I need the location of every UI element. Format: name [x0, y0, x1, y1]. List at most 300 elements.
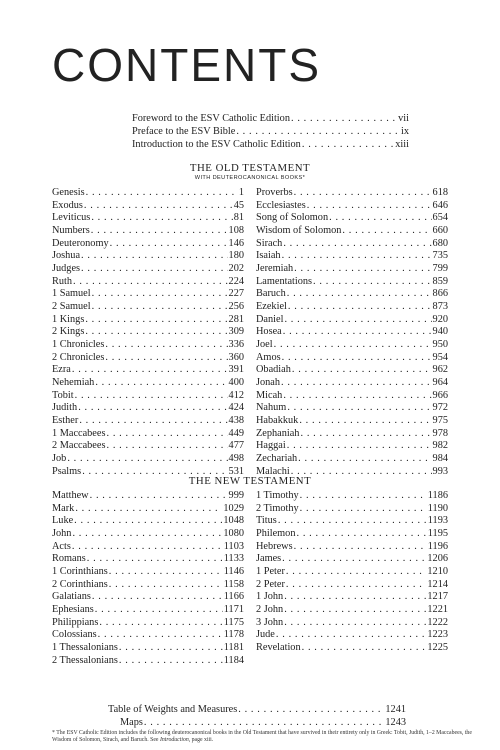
entry-title: Nehemiah [52, 377, 95, 389]
entry-page: 400 [228, 377, 244, 389]
dot-leader [84, 200, 233, 213]
toc-entry [52, 377, 244, 390]
toc-entry [52, 515, 244, 528]
toc-entry [256, 225, 448, 238]
entry-page: 1171 [223, 604, 244, 616]
entry-title: 1 Samuel [52, 288, 91, 300]
entry-page: 412 [228, 389, 244, 401]
dot-leader [287, 288, 432, 301]
toc-entry [256, 629, 448, 642]
entry-page: 1196 [427, 540, 448, 552]
entry-title: 1 Peter [256, 566, 285, 578]
toc-entry [52, 301, 244, 314]
entry-page: 972 [432, 402, 448, 414]
dot-leader [75, 503, 222, 516]
toc-entry [108, 703, 406, 716]
entry-title: Psalms [52, 465, 82, 477]
entry-page: 531 [228, 465, 244, 477]
entry-page: 660 [432, 225, 448, 237]
entry-page: 859 [432, 275, 448, 287]
toc-entry [256, 352, 448, 365]
entry-title: 2 Thessalonians [52, 654, 118, 666]
dot-leader [283, 238, 431, 251]
dot-leader [292, 364, 432, 377]
entry-title: 2 John [256, 604, 284, 616]
entry-title: Micah [256, 389, 283, 401]
entry-title: 1 Maccabees [52, 427, 106, 439]
toc-entry [256, 579, 448, 592]
entry-title: Joshua [52, 250, 81, 262]
entry-page: 618 [432, 187, 448, 198]
entry-page: 1158 [223, 578, 244, 590]
entry-title: Ruth [52, 275, 73, 287]
dot-leader [287, 440, 432, 453]
toc-entry [52, 402, 244, 415]
dot-leader [79, 415, 227, 428]
entry-title: 1 Kings [52, 313, 85, 325]
dot-leader [73, 276, 228, 289]
old-testament-heading: THE OLD TESTAMENT [189, 162, 311, 174]
dot-leader [294, 187, 432, 200]
toc-entry [256, 541, 448, 554]
toc-entry [256, 288, 448, 301]
toc-entry [132, 125, 409, 138]
toc-entry [52, 390, 244, 403]
dot-leader [92, 288, 228, 301]
entry-title: 1 Timothy [256, 490, 299, 501]
dot-leader [92, 591, 223, 604]
toc-entry [52, 364, 244, 377]
entry-page: 1 [238, 187, 244, 198]
dot-leader [300, 490, 427, 503]
entry-title: Foreword to the ESV Catholic Edition [132, 113, 290, 124]
dot-leader [81, 250, 228, 263]
dot-leader [144, 716, 385, 729]
entry-title: Colossians [52, 629, 97, 641]
entry-title: Sirach [256, 237, 283, 249]
entry-title: 1 Thessalonians [52, 642, 118, 654]
toc-entry [256, 604, 448, 617]
entry-page: 1221 [427, 604, 448, 616]
entry-page: 1133 [223, 553, 244, 565]
toc-entry [256, 515, 448, 528]
dot-leader [75, 390, 228, 403]
entry-page: 1166 [223, 591, 244, 603]
entry-title: 2 Corinthians [52, 578, 108, 590]
dot-leader [282, 352, 432, 365]
entry-page: 1181 [223, 642, 244, 654]
entry-title: 2 Chronicles [52, 351, 105, 363]
entry-page: 1214 [427, 578, 448, 590]
dot-leader [313, 276, 432, 289]
dot-leader [72, 541, 223, 554]
entry-page: 984 [432, 453, 448, 465]
toc-entry [52, 225, 244, 238]
entry-title: Esther [52, 415, 79, 427]
entry-page: 1222 [427, 616, 448, 628]
entry-page: 799 [432, 263, 448, 275]
dot-leader [278, 515, 427, 528]
dot-leader [302, 138, 394, 151]
toc-entry [52, 642, 244, 655]
entry-title: Luke [52, 515, 74, 527]
entry-page: 146 [228, 237, 244, 249]
entry-page: 999 [228, 490, 244, 501]
dot-leader [299, 415, 431, 428]
entry-page: 224 [228, 275, 244, 287]
entry-title: Zechariah [256, 453, 298, 465]
entry-page: 81 [233, 212, 244, 224]
entry-title: Zephaniah [256, 427, 300, 439]
toc-entry [256, 428, 448, 441]
entry-title: 2 Peter [256, 578, 285, 590]
toc-entry [108, 716, 406, 729]
toc-entry [52, 629, 244, 642]
entry-title: Hosea [256, 326, 282, 338]
toc-entry [256, 250, 448, 263]
entry-page: 1029 [223, 502, 244, 514]
dot-leader [106, 428, 227, 441]
entry-page: 1217 [427, 591, 448, 603]
entry-title: Hebrews [256, 540, 293, 552]
toc-entry [256, 415, 448, 428]
entry-page: 1243 [385, 717, 406, 728]
entry-page: 978 [432, 427, 448, 439]
dot-leader [105, 339, 227, 352]
toc-entry [256, 402, 448, 415]
toc-entry [52, 339, 244, 352]
entry-title: Ephesians [52, 604, 94, 616]
entry-page: 1146 [223, 566, 244, 578]
entry-title: Leviticus [52, 212, 91, 224]
entry-page: 1195 [427, 528, 448, 540]
toc-entry [256, 238, 448, 251]
toc-entry [52, 591, 244, 604]
entry-title: Maps [120, 717, 143, 728]
entry-title: Philemon [256, 528, 296, 540]
front-matter-list [132, 112, 409, 151]
entry-title: 2 Samuel [52, 301, 91, 313]
entry-title: Romans [52, 553, 86, 565]
footnote-text: * The ESV Catholic Edition includes the following deuterocanonical books in the Old Testament that have survived in their entirety only in Greek: Tobit, Judith, 1–2 Maccabees, the Wisdom of Solomon, Sirach, and Baruch. See [52, 730, 472, 744]
entry-title: Isaiah [256, 250, 281, 262]
entry-page: 498 [228, 453, 244, 465]
toc-entry [52, 428, 244, 441]
entry-page: ix [400, 126, 409, 137]
old-testament-right-column [256, 187, 448, 478]
dot-leader [284, 314, 431, 327]
toc-entry [52, 604, 244, 617]
dot-leader [284, 617, 426, 630]
toc-entry [52, 541, 244, 554]
entry-title: Ecclesiastes [256, 199, 306, 211]
entry-title: Jude [256, 629, 275, 641]
dot-leader [300, 428, 431, 441]
entry-title: 1 John [256, 591, 284, 603]
toc-entry [52, 415, 244, 428]
dot-leader [286, 579, 427, 592]
entry-title: Nahum [256, 402, 287, 414]
entry-title: Song of Solomon [256, 212, 329, 224]
toc-entry [256, 326, 448, 339]
toc-entry [52, 655, 244, 668]
dot-leader [302, 642, 427, 655]
dot-leader [99, 617, 222, 630]
entry-title: 2 Kings [52, 326, 85, 338]
entry-page: 424 [228, 402, 244, 414]
toc-entry [256, 276, 448, 289]
toc-entry [256, 503, 448, 516]
entry-page: 1048 [223, 515, 244, 527]
new-testament-heading: THE NEW TESTAMENT [188, 475, 312, 487]
toc-entry [256, 187, 448, 200]
entry-page: 954 [432, 351, 448, 363]
entry-page: 735 [432, 250, 448, 262]
dot-leader [86, 187, 238, 200]
dot-leader [106, 440, 227, 453]
entry-page: 920 [432, 313, 448, 325]
entry-page: 873 [432, 301, 448, 313]
toc-entry [256, 377, 448, 390]
toc-entry [52, 566, 244, 579]
dot-leader [276, 629, 427, 642]
entry-page: 360 [228, 351, 244, 363]
entry-title: Job [52, 453, 67, 465]
dot-leader [274, 339, 432, 352]
toc-entry [52, 200, 244, 213]
toc-entry [256, 528, 448, 541]
toc-entry [52, 503, 244, 516]
entry-title: Table of Weights and Measures [108, 704, 238, 715]
dot-leader [287, 402, 431, 415]
entry-title: Philippians [52, 616, 99, 628]
dot-leader [281, 377, 432, 390]
entry-title: Revelation [256, 642, 301, 654]
back-matter-list [108, 703, 406, 729]
entry-page: 966 [432, 389, 448, 401]
entry-title: Judith [52, 402, 78, 414]
footnote-emphasis: Introduction [159, 737, 189, 744]
toc-entry [52, 528, 244, 541]
toc-entry [52, 617, 244, 630]
entry-page: 477 [228, 440, 244, 452]
entry-page: 202 [228, 263, 244, 275]
entry-page: 975 [432, 415, 448, 427]
entry-page: 1186 [427, 490, 448, 501]
entry-title: Jeremiah [256, 263, 294, 275]
entry-page: 180 [228, 250, 244, 262]
entry-title: Ezra [52, 364, 71, 376]
entry-page: 391 [228, 364, 244, 376]
entry-page: 256 [228, 301, 244, 313]
entry-title: 1 Corinthians [52, 566, 108, 578]
entry-page: 993 [432, 465, 448, 477]
entry-title: Ezekiel [256, 301, 287, 313]
entry-title: Genesis [52, 187, 85, 198]
dot-leader [294, 263, 431, 276]
entry-page: 438 [228, 415, 244, 427]
entry-title: 3 John [256, 616, 284, 628]
entry-title: Numbers [52, 225, 90, 237]
entry-page: 1210 [427, 566, 448, 578]
toc-entry [52, 212, 244, 225]
entry-page: 866 [432, 288, 448, 300]
entry-page: 940 [432, 326, 448, 338]
dot-leader [90, 490, 228, 503]
dot-leader [294, 541, 427, 554]
dot-leader [109, 579, 223, 592]
dot-leader [284, 591, 426, 604]
dot-leader [282, 250, 432, 263]
entry-title: Matthew [52, 490, 89, 501]
entry-title: Preface to the ESV Bible [132, 126, 236, 137]
entry-title: Tobit [52, 389, 74, 401]
entry-page: 1175 [223, 616, 244, 628]
entry-page: 962 [432, 364, 448, 376]
dot-leader [95, 377, 227, 390]
entry-page: 281 [228, 313, 244, 325]
entry-page: 646 [432, 199, 448, 211]
toc-entry [52, 553, 244, 566]
entry-title: Galatians [52, 591, 91, 603]
entry-title: 2 Maccabees [52, 440, 106, 452]
entry-title: John [52, 528, 72, 540]
dot-leader [119, 655, 223, 668]
entry-page: 309 [228, 326, 244, 338]
toc-entry [256, 553, 448, 566]
entry-title: 1 Chronicles [52, 339, 105, 351]
dot-leader [283, 326, 432, 339]
dot-leader [98, 629, 223, 642]
entry-title: Acts [52, 540, 71, 552]
entry-page: 950 [432, 339, 448, 351]
entry-title: Judges [52, 263, 81, 275]
entry-title: Introduction to the ESV Catholic Edition [132, 139, 301, 150]
entry-page: 1103 [223, 540, 244, 552]
toc-entry [52, 238, 244, 251]
toc-entry [52, 250, 244, 263]
dot-leader [284, 604, 426, 617]
dot-leader [74, 515, 222, 528]
dot-leader [67, 453, 227, 466]
entry-page: 108 [228, 225, 244, 237]
dot-leader [329, 212, 431, 225]
toc-entry [256, 642, 448, 655]
entry-title: Jonah [256, 377, 281, 389]
toc-entry [52, 352, 244, 365]
new-testament-right-column [256, 490, 448, 655]
entry-title: Wisdom of Solomon [256, 225, 342, 237]
dot-leader [238, 703, 384, 716]
dot-leader [298, 453, 431, 466]
toc-entry [256, 453, 448, 466]
toc-entry [256, 314, 448, 327]
dot-leader [85, 326, 227, 339]
entry-page: 336 [228, 339, 244, 351]
dot-leader [72, 528, 222, 541]
toc-entry [256, 200, 448, 213]
entry-page: 1206 [427, 553, 448, 565]
dot-leader [291, 112, 397, 125]
dot-leader [78, 402, 227, 415]
page-title: CONTENTS [52, 39, 321, 91]
entry-page: 1080 [223, 528, 244, 540]
new-testament-left-column [52, 490, 244, 667]
toc-entry [52, 276, 244, 289]
dot-leader [91, 212, 232, 225]
dot-leader [288, 301, 432, 314]
dot-leader [95, 604, 223, 617]
entry-page: 1193 [427, 515, 448, 527]
entry-title: 2 Timothy [256, 502, 299, 514]
toc-entry [256, 490, 448, 503]
toc-entry [52, 453, 244, 466]
toc-entry [52, 263, 244, 276]
dot-leader [92, 301, 228, 314]
dot-leader [342, 225, 431, 238]
entry-title: Proverbs [256, 187, 293, 198]
dot-leader [81, 263, 228, 276]
entry-page: xiii [395, 139, 409, 150]
toc-entry [52, 490, 244, 503]
entry-page: 1178 [223, 629, 244, 641]
footnote-text-end: , page xiii. [188, 737, 214, 744]
dot-leader [296, 528, 426, 541]
toc-entry [256, 390, 448, 403]
toc-entry [256, 339, 448, 352]
toc-entry [52, 579, 244, 592]
entry-title: Obadiah [256, 364, 291, 376]
entry-title: Lamentations [256, 275, 313, 287]
dot-leader [91, 225, 228, 238]
entry-title: Exodus [52, 199, 83, 211]
entry-title: Malachi [256, 465, 290, 477]
entry-title: Daniel [256, 313, 284, 325]
entry-page: 227 [228, 288, 244, 300]
dot-leader [87, 553, 223, 566]
toc-entry [256, 263, 448, 276]
entry-page: 654 [432, 212, 448, 224]
entry-title: Joel [256, 339, 273, 351]
entry-page: 45 [233, 199, 244, 211]
entry-page: 1223 [427, 629, 448, 641]
toc-entry [132, 112, 409, 125]
entry-title: Titus [256, 515, 277, 527]
toc-entry [256, 364, 448, 377]
toc-entry [256, 591, 448, 604]
toc-entry [256, 212, 448, 225]
dot-leader [110, 238, 228, 251]
footnote [52, 730, 472, 744]
entry-page: 964 [432, 377, 448, 389]
old-testament-subheading: WITH DEUTEROCANONICAL BOOKS* [194, 175, 306, 181]
entry-title: Deuteronomy [52, 237, 109, 249]
dot-leader [119, 642, 223, 655]
entry-title: Baruch [256, 288, 286, 300]
entry-page: 1225 [427, 642, 448, 654]
toc-entry [256, 566, 448, 579]
toc-entry [52, 187, 244, 200]
toc-entry [256, 301, 448, 314]
dot-leader [236, 125, 400, 138]
toc-entry [52, 288, 244, 301]
toc-entry [132, 138, 409, 151]
entry-title: Habakkuk [256, 415, 299, 427]
dot-leader [85, 314, 227, 327]
dot-leader [300, 503, 427, 516]
toc-entry [52, 326, 244, 339]
entry-page: vii [398, 113, 409, 124]
